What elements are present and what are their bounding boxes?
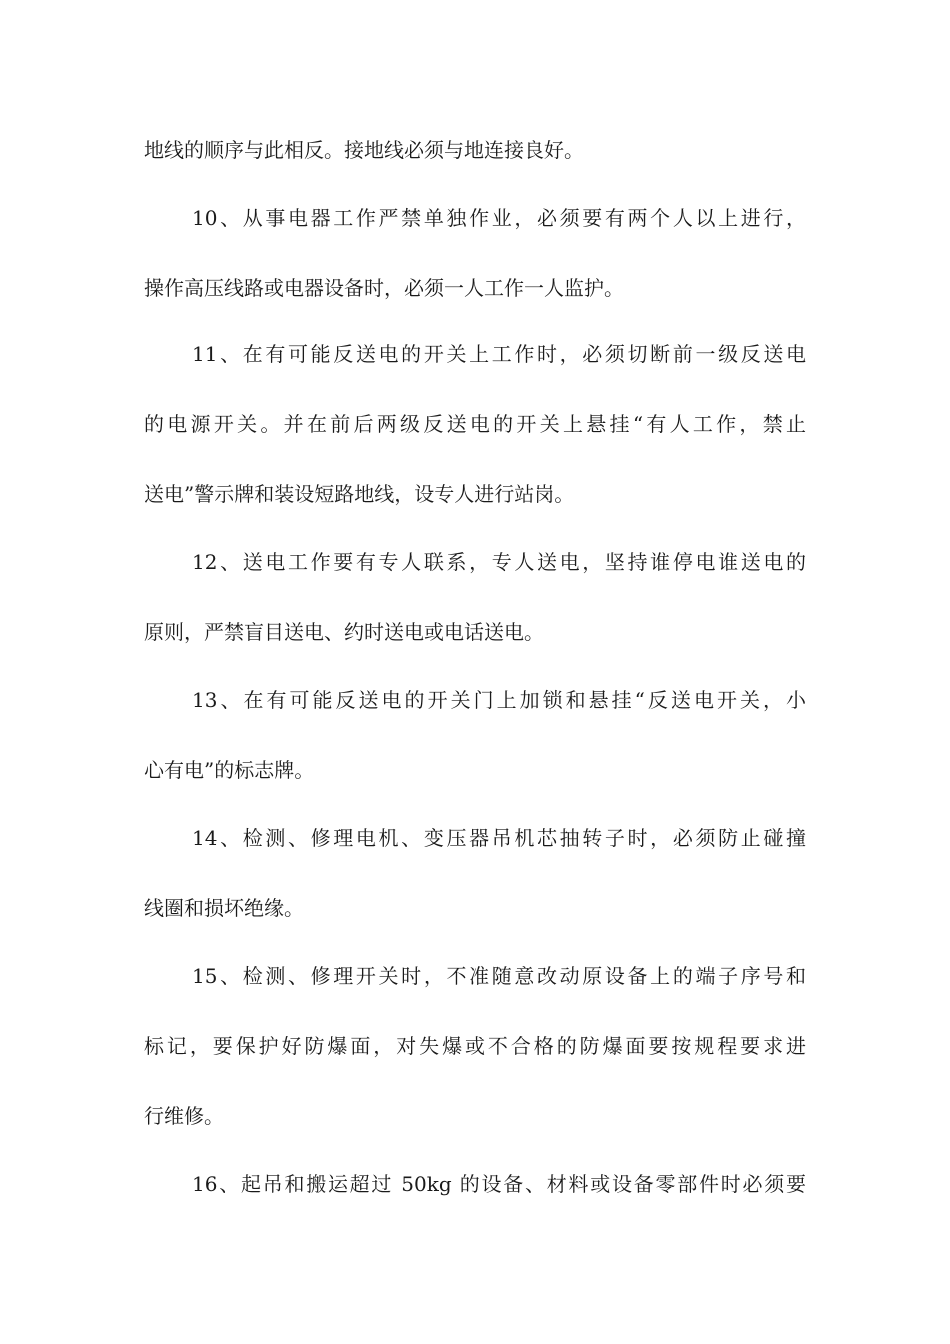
text-line: 14、检测、修理电机、变压器吊机芯抽转子时，必须防止碰撞 (192, 826, 806, 850)
text-line: 心有电”的标志牌。 (144, 758, 315, 782)
text-line: 16、起吊和搬运超过 50kg 的设备、材料或设备零部件时必须要 (192, 1172, 806, 1196)
text-line: 行维修。 (144, 1104, 224, 1128)
text-line: 地线的顺序与此相反。接地线必须与地连接良好。 (144, 138, 584, 162)
text-line: 11、在有可能反送电的开关上工作时，必须切断前一级反送电 (192, 342, 806, 366)
text-line: 原则，严禁盲目送电、约时送电或电话送电。 (144, 620, 544, 644)
text-line: 的电源开关。并在前后两级反送电的开关上悬挂“有人工作，禁止 (144, 412, 806, 436)
text-line: 15、检测、修理开关时，不准随意改动原设备上的端子序号和 (192, 964, 806, 988)
text-line: 标记，要保护好防爆面，对失爆或不合格的防爆面要按规程要求进 (144, 1034, 806, 1058)
text-line: 12、送电工作要有专人联系，专人送电，坚持谁停电谁送电的 (192, 550, 806, 574)
text-line: 10、从事电器工作严禁单独作业，必须要有两个人以上进行， (192, 206, 806, 230)
text-line: 13、在有可能反送电的开关门上加锁和悬挂“反送电开关，小 (192, 688, 806, 712)
text-line: 送电”警示牌和装设短路地线，设专人进行站岗。 (144, 482, 575, 506)
text-line: 操作高压线路或电器设备时，必须一人工作一人监护。 (144, 276, 624, 300)
text-line: 线圈和损坏绝缘。 (144, 896, 304, 920)
